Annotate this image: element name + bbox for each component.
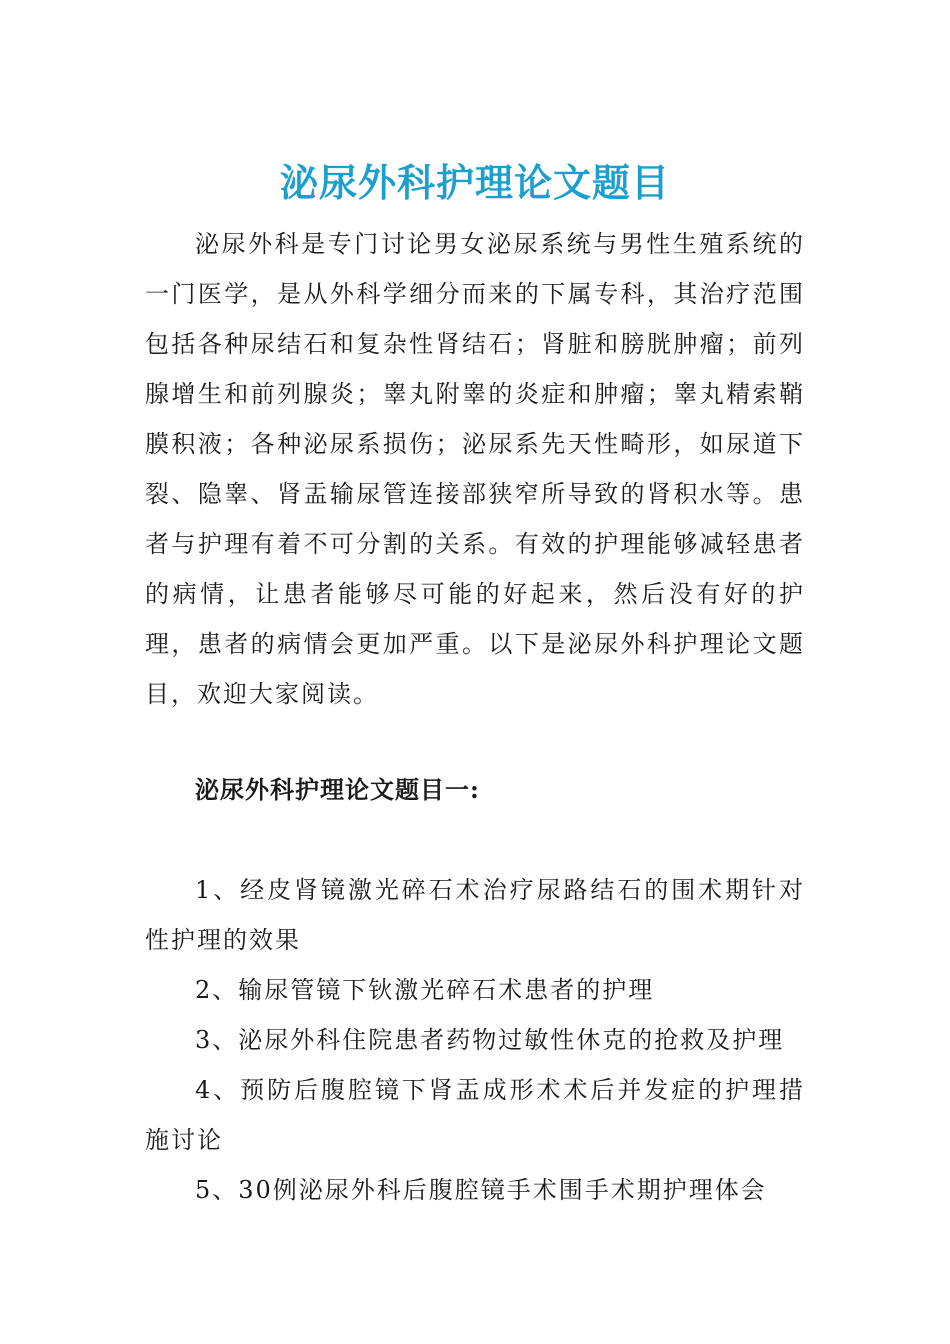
section-heading: 泌尿外科护理论文题目一: (195, 775, 480, 804)
intro-paragraph: 泌尿外科是专门讨论男女泌尿系统与男性生殖系统的一门医学，是从外科学细分而来的下属专科，其治疗范围包括各种尿结石和复杂性肾结石；肾脏和膀胱肿瘤；前列腺增生和前列腺炎；睾丸附睾的炎症和肿瘤；睾丸精索鞘膜积液；各种泌尿系损伤；泌尿系先天性畸形，如尿道下裂、隐睾、肾盂输尿管连接部狭窄所导致的肾积水等。患者与护理有着不可分割的关系。有效的护理能够减轻患者的病情，让患者能够尽可能的好起来，然后没有好的护理，患者的病情会更加严重。以下是泌尿外科护理论文题目，欢迎大家阅读。 (145, 230, 805, 708)
list-item: 1、经皮肾镜激光碎石术治疗尿路结石的围术期针对性护理的效果 (145, 876, 805, 954)
list-item: 5、30例泌尿外科后腹腔镜手术围手术期护理体会 (195, 1176, 767, 1204)
topic-list (145, 865, 805, 1215)
list-item: 2、输尿管镜下钬激光碎石术患者的护理 (195, 976, 655, 1004)
list-item: 4、预防后腹腔镜下肾盂成形术术后并发症的护理措施讨论 (145, 1076, 805, 1154)
document-title: 泌尿外科护理论文题目 (279, 161, 670, 206)
list-item: 3、泌尿外科住院患者药物过敏性休克的抢救及护理 (195, 1026, 785, 1054)
